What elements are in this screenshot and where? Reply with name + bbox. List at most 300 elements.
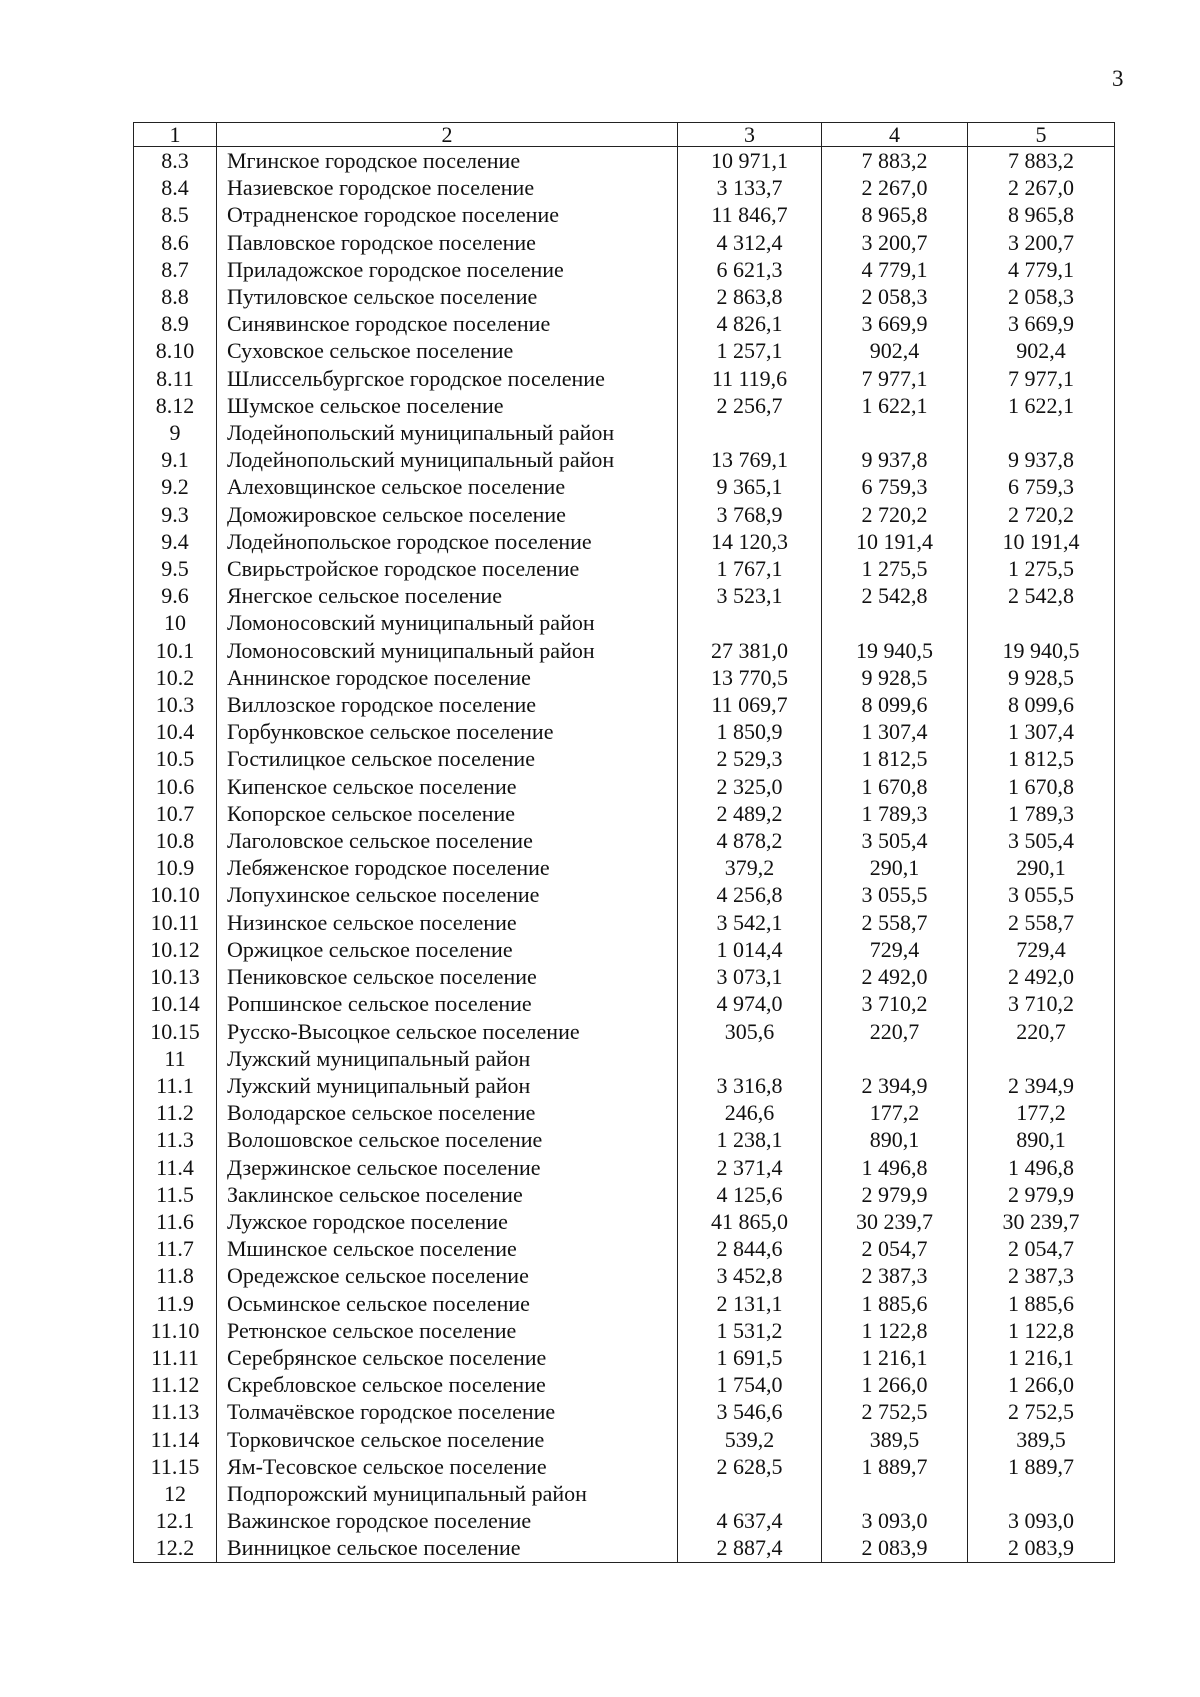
value-col-5: 1 670,8 bbox=[968, 773, 1115, 800]
value-col-3: 2 131,1 bbox=[678, 1290, 822, 1317]
value-col-4: 2 267,0 bbox=[822, 174, 968, 201]
value-col-3: 539,2 bbox=[678, 1426, 822, 1453]
value-col-4: 1 266,0 bbox=[822, 1371, 968, 1398]
value-col-4: 3 669,9 bbox=[822, 310, 968, 337]
row-number: 11.8 bbox=[134, 1262, 217, 1289]
value-col-3: 13 770,5 bbox=[678, 664, 822, 691]
value-col-5: 2 267,0 bbox=[968, 174, 1115, 201]
value-col-3: 4 826,1 bbox=[678, 310, 822, 337]
table-row bbox=[134, 1154, 1115, 1181]
value-col-3: 2 863,8 bbox=[678, 283, 822, 310]
value-col-4: 2 083,9 bbox=[822, 1534, 968, 1562]
settlement-name: Лужский муниципальный район bbox=[217, 1072, 678, 1099]
table-row bbox=[134, 1317, 1115, 1344]
value-col-5: 3 055,5 bbox=[968, 881, 1115, 908]
table-row bbox=[134, 664, 1115, 691]
value-col-3 bbox=[678, 1480, 822, 1507]
value-col-5: 3 710,2 bbox=[968, 990, 1115, 1017]
settlement-name: Доможировское сельское поселение bbox=[217, 501, 678, 528]
row-number: 9.3 bbox=[134, 501, 217, 528]
value-col-4: 3 710,2 bbox=[822, 990, 968, 1017]
table-row bbox=[134, 1344, 1115, 1371]
table-row bbox=[134, 229, 1115, 256]
settlement-name: Аннинское городское поселение bbox=[217, 664, 678, 691]
value-col-3: 2 529,3 bbox=[678, 745, 822, 772]
value-col-4: 1 789,3 bbox=[822, 800, 968, 827]
table-row bbox=[134, 637, 1115, 664]
value-col-4: 8 099,6 bbox=[822, 691, 968, 718]
value-col-3: 2 371,4 bbox=[678, 1154, 822, 1181]
table-row bbox=[134, 1045, 1115, 1072]
settlement-name: Приладожское городское поселение bbox=[217, 256, 678, 283]
settlement-name: Володарское сельское поселение bbox=[217, 1099, 678, 1126]
settlement-name: Суховское сельское поселение bbox=[217, 337, 678, 364]
value-col-5: 1 496,8 bbox=[968, 1154, 1115, 1181]
row-number: 8.5 bbox=[134, 201, 217, 228]
value-col-4: 9 928,5 bbox=[822, 664, 968, 691]
table-row bbox=[134, 1371, 1115, 1398]
value-col-3: 1 691,5 bbox=[678, 1344, 822, 1371]
row-number: 9.5 bbox=[134, 555, 217, 582]
value-col-5: 2 054,7 bbox=[968, 1235, 1115, 1262]
value-col-5: 9 937,8 bbox=[968, 446, 1115, 473]
settlement-name: Русско-Высоцкое сельское поселение bbox=[217, 1018, 678, 1045]
value-col-4: 2 054,7 bbox=[822, 1235, 968, 1262]
value-col-3: 3 523,1 bbox=[678, 582, 822, 609]
table-row bbox=[134, 555, 1115, 582]
value-col-5: 1 789,3 bbox=[968, 800, 1115, 827]
settlement-name: Горбунковское сельское поселение bbox=[217, 718, 678, 745]
value-col-5: 2 752,5 bbox=[968, 1398, 1115, 1425]
settlement-name: Лопухинское сельское поселение bbox=[217, 881, 678, 908]
table-row bbox=[134, 1480, 1115, 1507]
value-col-4: 3 055,5 bbox=[822, 881, 968, 908]
value-col-4: 2 558,7 bbox=[822, 909, 968, 936]
value-col-3: 14 120,3 bbox=[678, 528, 822, 555]
value-col-4: 4 779,1 bbox=[822, 256, 968, 283]
row-number: 10.12 bbox=[134, 936, 217, 963]
value-col-5: 1 122,8 bbox=[968, 1317, 1115, 1344]
settlement-name: Скребловское сельское поселение bbox=[217, 1371, 678, 1398]
row-number: 8.8 bbox=[134, 283, 217, 310]
table-row bbox=[134, 1507, 1115, 1534]
value-col-5: 7 883,2 bbox=[968, 147, 1115, 175]
value-col-5: 9 928,5 bbox=[968, 664, 1115, 691]
table-row bbox=[134, 1426, 1115, 1453]
settlement-name: Серебрянское сельское поселение bbox=[217, 1344, 678, 1371]
table-row bbox=[134, 174, 1115, 201]
settlement-name: Винницкое сельское поселение bbox=[217, 1534, 678, 1562]
value-col-5: 2 387,3 bbox=[968, 1262, 1115, 1289]
row-number: 11.3 bbox=[134, 1126, 217, 1153]
settlement-name: Назиевское городское поселение bbox=[217, 174, 678, 201]
table-row bbox=[134, 718, 1115, 745]
value-col-5: 2 083,9 bbox=[968, 1534, 1115, 1562]
value-col-4: 890,1 bbox=[822, 1126, 968, 1153]
value-col-4: 1 812,5 bbox=[822, 745, 968, 772]
value-col-3: 3 316,8 bbox=[678, 1072, 822, 1099]
value-col-3: 4 256,8 bbox=[678, 881, 822, 908]
header-cell-3: 3 bbox=[678, 123, 822, 147]
table-row bbox=[134, 609, 1115, 636]
value-col-5: 1 216,1 bbox=[968, 1344, 1115, 1371]
value-col-4: 2 394,9 bbox=[822, 1072, 968, 1099]
row-number: 10.9 bbox=[134, 854, 217, 881]
value-col-3: 4 878,2 bbox=[678, 827, 822, 854]
value-col-3: 379,2 bbox=[678, 854, 822, 881]
settlement-name: Копорское сельское поселение bbox=[217, 800, 678, 827]
value-col-4: 177,2 bbox=[822, 1099, 968, 1126]
table-row bbox=[134, 990, 1115, 1017]
value-col-3: 305,6 bbox=[678, 1018, 822, 1045]
value-col-4: 1 122,8 bbox=[822, 1317, 968, 1344]
row-number: 12.2 bbox=[134, 1534, 217, 1562]
value-col-4: 1 496,8 bbox=[822, 1154, 968, 1181]
value-col-5: 3 669,9 bbox=[968, 310, 1115, 337]
settlement-name: Кипенское сельское поселение bbox=[217, 773, 678, 800]
value-col-4: 3 093,0 bbox=[822, 1507, 968, 1534]
settlement-name: Важинское городское поселение bbox=[217, 1507, 678, 1534]
value-col-4: 7 883,2 bbox=[822, 147, 968, 175]
value-col-5: 902,4 bbox=[968, 337, 1115, 364]
value-col-5: 2 979,9 bbox=[968, 1181, 1115, 1208]
value-col-3: 41 865,0 bbox=[678, 1208, 822, 1235]
value-col-5 bbox=[968, 609, 1115, 636]
value-col-3: 4 125,6 bbox=[678, 1181, 822, 1208]
row-number: 11.11 bbox=[134, 1344, 217, 1371]
table-row bbox=[134, 283, 1115, 310]
value-col-3: 1 850,9 bbox=[678, 718, 822, 745]
value-col-5: 3 505,4 bbox=[968, 827, 1115, 854]
settlement-name: Волошовское сельское поселение bbox=[217, 1126, 678, 1153]
value-col-4 bbox=[822, 419, 968, 446]
settlement-name: Пениковское сельское поселение bbox=[217, 963, 678, 990]
value-col-4: 1 622,1 bbox=[822, 392, 968, 419]
row-number: 11.15 bbox=[134, 1453, 217, 1480]
table-header bbox=[134, 123, 1115, 147]
value-col-4: 2 542,8 bbox=[822, 582, 968, 609]
row-number: 8.6 bbox=[134, 229, 217, 256]
row-number: 10.10 bbox=[134, 881, 217, 908]
value-col-3: 10 971,1 bbox=[678, 147, 822, 175]
value-col-3: 3 452,8 bbox=[678, 1262, 822, 1289]
row-number: 10.3 bbox=[134, 691, 217, 718]
value-col-5: 2 394,9 bbox=[968, 1072, 1115, 1099]
row-number: 11.7 bbox=[134, 1235, 217, 1262]
table-row bbox=[134, 854, 1115, 881]
value-col-4: 389,5 bbox=[822, 1426, 968, 1453]
value-col-4: 1 889,7 bbox=[822, 1453, 968, 1480]
settlement-name: Лодейнопольский муниципальный район bbox=[217, 446, 678, 473]
value-col-5: 8 965,8 bbox=[968, 201, 1115, 228]
value-col-4: 290,1 bbox=[822, 854, 968, 881]
value-col-5: 2 720,2 bbox=[968, 501, 1115, 528]
settlement-name: Синявинское городское поселение bbox=[217, 310, 678, 337]
value-col-4: 3 200,7 bbox=[822, 229, 968, 256]
value-col-5: 7 977,1 bbox=[968, 365, 1115, 392]
table-row bbox=[134, 582, 1115, 609]
value-col-5: 19 940,5 bbox=[968, 637, 1115, 664]
settlement-name: Гостилицкое сельское поселение bbox=[217, 745, 678, 772]
table-row bbox=[134, 1181, 1115, 1208]
value-col-3: 27 381,0 bbox=[678, 637, 822, 664]
value-col-5: 3 093,0 bbox=[968, 1507, 1115, 1534]
value-col-3: 6 621,3 bbox=[678, 256, 822, 283]
row-number: 9.2 bbox=[134, 473, 217, 500]
settlement-name: Лебяженское городское поселение bbox=[217, 854, 678, 881]
value-col-5: 1 889,7 bbox=[968, 1453, 1115, 1480]
value-col-4: 3 505,4 bbox=[822, 827, 968, 854]
value-col-5: 177,2 bbox=[968, 1099, 1115, 1126]
value-col-5: 389,5 bbox=[968, 1426, 1115, 1453]
table-row bbox=[134, 1290, 1115, 1317]
value-col-3 bbox=[678, 1045, 822, 1072]
page-number: 3 bbox=[1112, 66, 1124, 91]
value-col-3: 2 325,0 bbox=[678, 773, 822, 800]
header-cell-5: 5 bbox=[968, 123, 1115, 147]
table-row bbox=[134, 528, 1115, 555]
value-col-5: 1 622,1 bbox=[968, 392, 1115, 419]
table-row bbox=[134, 827, 1115, 854]
table-row bbox=[134, 419, 1115, 446]
table-row bbox=[134, 881, 1115, 908]
table-row bbox=[134, 963, 1115, 990]
table-row bbox=[134, 310, 1115, 337]
settlement-name: Толмачёвское городское поселение bbox=[217, 1398, 678, 1425]
value-col-4 bbox=[822, 609, 968, 636]
value-col-3 bbox=[678, 419, 822, 446]
value-col-5: 10 191,4 bbox=[968, 528, 1115, 555]
value-col-4: 1 216,1 bbox=[822, 1344, 968, 1371]
value-col-3: 1 257,1 bbox=[678, 337, 822, 364]
value-col-4: 10 191,4 bbox=[822, 528, 968, 555]
settlement-name: Мгинское городское поселение bbox=[217, 147, 678, 175]
settlement-name: Ломоносовский муниципальный район bbox=[217, 637, 678, 664]
value-col-5: 2 558,7 bbox=[968, 909, 1115, 936]
value-col-3: 2 489,2 bbox=[678, 800, 822, 827]
row-number: 10.5 bbox=[134, 745, 217, 772]
value-col-4: 1 275,5 bbox=[822, 555, 968, 582]
settlement-name: Виллозское городское поселение bbox=[217, 691, 678, 718]
settlement-name: Лодейнопольский муниципальный район bbox=[217, 419, 678, 446]
table-row bbox=[134, 691, 1115, 718]
row-number: 11.13 bbox=[134, 1398, 217, 1425]
value-col-3: 3 073,1 bbox=[678, 963, 822, 990]
settlement-name: Павловское городское поселение bbox=[217, 229, 678, 256]
value-col-3: 9 365,1 bbox=[678, 473, 822, 500]
value-col-3: 246,6 bbox=[678, 1099, 822, 1126]
value-col-4: 729,4 bbox=[822, 936, 968, 963]
row-number: 11.10 bbox=[134, 1317, 217, 1344]
settlement-name: Отрадненское городское поселение bbox=[217, 201, 678, 228]
table-row bbox=[134, 936, 1115, 963]
row-number: 8.7 bbox=[134, 256, 217, 283]
value-col-3: 13 769,1 bbox=[678, 446, 822, 473]
value-col-5: 729,4 bbox=[968, 936, 1115, 963]
value-col-3: 2 628,5 bbox=[678, 1453, 822, 1480]
settlement-name: Мшинское сельское поселение bbox=[217, 1235, 678, 1262]
row-number: 10.13 bbox=[134, 963, 217, 990]
value-col-3: 3 133,7 bbox=[678, 174, 822, 201]
table-row bbox=[134, 1262, 1115, 1289]
value-col-4 bbox=[822, 1480, 968, 1507]
value-col-4: 2 387,3 bbox=[822, 1262, 968, 1289]
table-row bbox=[134, 256, 1115, 283]
row-number: 10 bbox=[134, 609, 217, 636]
value-col-4: 902,4 bbox=[822, 337, 968, 364]
value-col-5: 1 275,5 bbox=[968, 555, 1115, 582]
settlement-name: Ропшинское сельское поселение bbox=[217, 990, 678, 1017]
table-row bbox=[134, 365, 1115, 392]
header-row bbox=[134, 123, 1115, 147]
row-number: 11.1 bbox=[134, 1072, 217, 1099]
value-col-3: 11 119,6 bbox=[678, 365, 822, 392]
value-col-3: 4 974,0 bbox=[678, 990, 822, 1017]
header-cell-2: 2 bbox=[217, 123, 678, 147]
settlement-name: Свирьстройское городское поселение bbox=[217, 555, 678, 582]
settlement-name: Путиловское сельское поселение bbox=[217, 283, 678, 310]
value-col-3: 3 768,9 bbox=[678, 501, 822, 528]
value-col-4: 2 058,3 bbox=[822, 283, 968, 310]
settlement-name: Лужское городское поселение bbox=[217, 1208, 678, 1235]
value-col-4: 9 937,8 bbox=[822, 446, 968, 473]
value-col-3: 1 754,0 bbox=[678, 1371, 822, 1398]
header-cell-4: 4 bbox=[822, 123, 968, 147]
value-col-5: 1 812,5 bbox=[968, 745, 1115, 772]
row-number: 11.5 bbox=[134, 1181, 217, 1208]
row-number: 11.12 bbox=[134, 1371, 217, 1398]
settlement-name: Лаголовское сельское поселение bbox=[217, 827, 678, 854]
table-row bbox=[134, 473, 1115, 500]
settlement-name: Низинское сельское поселение bbox=[217, 909, 678, 936]
row-number: 10.2 bbox=[134, 664, 217, 691]
value-col-5: 1 266,0 bbox=[968, 1371, 1115, 1398]
row-number: 9 bbox=[134, 419, 217, 446]
value-col-5 bbox=[968, 1480, 1115, 1507]
value-col-5: 1 307,4 bbox=[968, 718, 1115, 745]
row-number: 10.4 bbox=[134, 718, 217, 745]
value-col-3: 2 844,6 bbox=[678, 1235, 822, 1262]
value-col-5: 30 239,7 bbox=[968, 1208, 1115, 1235]
table-row bbox=[134, 909, 1115, 936]
settlement-name: Шумское сельское поселение bbox=[217, 392, 678, 419]
settlement-name: Торковичское сельское поселение bbox=[217, 1426, 678, 1453]
value-col-3: 1 767,1 bbox=[678, 555, 822, 582]
table-row bbox=[134, 446, 1115, 473]
table-body bbox=[134, 147, 1115, 1563]
row-number: 10.7 bbox=[134, 800, 217, 827]
row-number: 8.4 bbox=[134, 174, 217, 201]
row-number: 11.9 bbox=[134, 1290, 217, 1317]
row-number: 8.3 bbox=[134, 147, 217, 175]
data-table bbox=[133, 122, 1115, 1563]
value-col-4: 6 759,3 bbox=[822, 473, 968, 500]
value-col-3: 4 312,4 bbox=[678, 229, 822, 256]
row-number: 11.6 bbox=[134, 1208, 217, 1235]
value-col-4: 8 965,8 bbox=[822, 201, 968, 228]
row-number: 9.4 bbox=[134, 528, 217, 555]
settlement-name: Осьминское сельское поселение bbox=[217, 1290, 678, 1317]
row-number: 10.14 bbox=[134, 990, 217, 1017]
settlement-name: Ям-Тесовское сельское поселение bbox=[217, 1453, 678, 1480]
value-col-3: 2 887,4 bbox=[678, 1534, 822, 1562]
row-number: 8.12 bbox=[134, 392, 217, 419]
value-col-3: 4 637,4 bbox=[678, 1507, 822, 1534]
value-col-4: 2 979,9 bbox=[822, 1181, 968, 1208]
value-col-5: 290,1 bbox=[968, 854, 1115, 881]
value-col-5 bbox=[968, 1045, 1115, 1072]
row-number: 11 bbox=[134, 1045, 217, 1072]
value-col-5: 2 542,8 bbox=[968, 582, 1115, 609]
value-col-3: 3 546,6 bbox=[678, 1398, 822, 1425]
table-row bbox=[134, 201, 1115, 228]
table-row bbox=[134, 1099, 1115, 1126]
settlement-name: Оредежское сельское поселение bbox=[217, 1262, 678, 1289]
value-col-5 bbox=[968, 419, 1115, 446]
table-row bbox=[134, 147, 1115, 175]
table-row bbox=[134, 1126, 1115, 1153]
settlement-name: Алеховщинское сельское поселение bbox=[217, 473, 678, 500]
row-number: 10.6 bbox=[134, 773, 217, 800]
table-row bbox=[134, 1398, 1115, 1425]
value-col-4: 2 752,5 bbox=[822, 1398, 968, 1425]
row-number: 10.8 bbox=[134, 827, 217, 854]
value-col-4: 1 307,4 bbox=[822, 718, 968, 745]
table-row bbox=[134, 501, 1115, 528]
table-row bbox=[134, 1235, 1115, 1262]
row-number: 8.11 bbox=[134, 365, 217, 392]
settlement-name: Ретюнское сельское поселение bbox=[217, 1317, 678, 1344]
value-col-3: 1 238,1 bbox=[678, 1126, 822, 1153]
table-row bbox=[134, 1534, 1115, 1562]
value-col-4: 1 885,6 bbox=[822, 1290, 968, 1317]
value-col-3: 3 542,1 bbox=[678, 909, 822, 936]
value-col-5: 6 759,3 bbox=[968, 473, 1115, 500]
value-col-4 bbox=[822, 1045, 968, 1072]
table-row bbox=[134, 392, 1115, 419]
settlement-name: Оржицкое сельское поселение bbox=[217, 936, 678, 963]
row-number: 11.4 bbox=[134, 1154, 217, 1181]
value-col-5: 2 492,0 bbox=[968, 963, 1115, 990]
row-number: 12.1 bbox=[134, 1507, 217, 1534]
value-col-3 bbox=[678, 609, 822, 636]
row-number: 9.6 bbox=[134, 582, 217, 609]
value-col-5: 4 779,1 bbox=[968, 256, 1115, 283]
table-row bbox=[134, 337, 1115, 364]
value-col-5: 220,7 bbox=[968, 1018, 1115, 1045]
value-col-3: 11 069,7 bbox=[678, 691, 822, 718]
table-row bbox=[134, 1208, 1115, 1235]
row-number: 8.9 bbox=[134, 310, 217, 337]
value-col-5: 8 099,6 bbox=[968, 691, 1115, 718]
row-number: 12 bbox=[134, 1480, 217, 1507]
table-row bbox=[134, 745, 1115, 772]
value-col-4: 2 720,2 bbox=[822, 501, 968, 528]
row-number: 8.10 bbox=[134, 337, 217, 364]
value-col-3: 2 256,7 bbox=[678, 392, 822, 419]
row-number: 11.14 bbox=[134, 1426, 217, 1453]
value-col-5: 3 200,7 bbox=[968, 229, 1115, 256]
value-col-5: 1 885,6 bbox=[968, 1290, 1115, 1317]
table-row bbox=[134, 1018, 1115, 1045]
row-number: 10.1 bbox=[134, 637, 217, 664]
table-row bbox=[134, 773, 1115, 800]
value-col-4: 220,7 bbox=[822, 1018, 968, 1045]
row-number: 10.11 bbox=[134, 909, 217, 936]
header-cell-1: 1 bbox=[134, 123, 217, 147]
settlement-name: Лужский муниципальный район bbox=[217, 1045, 678, 1072]
value-col-3: 11 846,7 bbox=[678, 201, 822, 228]
